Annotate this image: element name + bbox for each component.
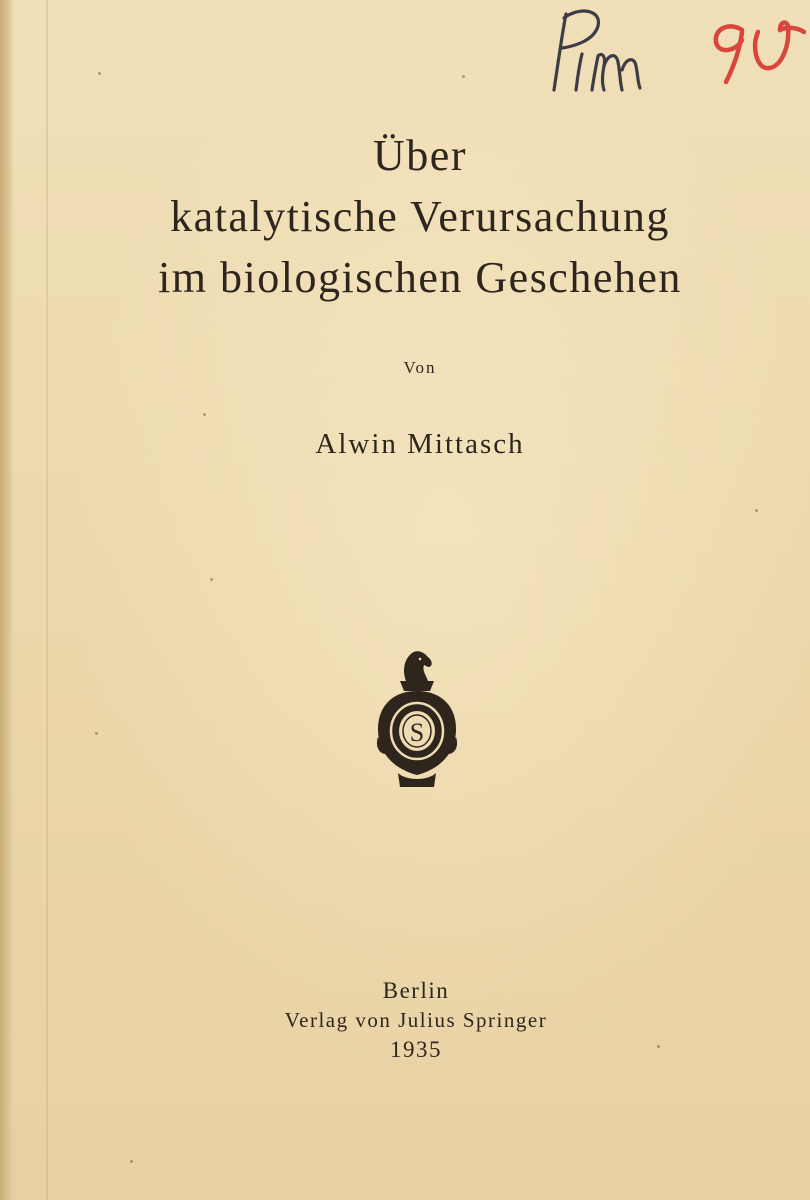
paper-speck xyxy=(95,732,98,735)
paper-speck xyxy=(130,1160,133,1163)
springer-horse-logo xyxy=(376,645,458,793)
handwritten-shelf-mark xyxy=(540,4,650,96)
paper-speck xyxy=(755,509,758,512)
paper-speck xyxy=(98,72,101,75)
paper-speck xyxy=(210,578,213,581)
red-crayon-number-mark xyxy=(700,8,810,88)
publisher-city: Berlin xyxy=(382,978,450,1003)
author-prefix: Von xyxy=(403,358,437,377)
author-name: Alwin Mittasch xyxy=(315,428,525,460)
title-line-2: katalytische Verursachung xyxy=(170,192,670,241)
title-line-3: im biologischen Geschehen xyxy=(158,253,682,302)
title-line-1: Über xyxy=(373,131,467,180)
paper-speck xyxy=(462,75,465,78)
logo-monogram: S xyxy=(409,718,425,747)
publisher-name: Verlag von Julius Springer xyxy=(284,1008,548,1032)
paper-speck xyxy=(203,413,206,416)
publication-year: 1935 xyxy=(390,1037,442,1062)
